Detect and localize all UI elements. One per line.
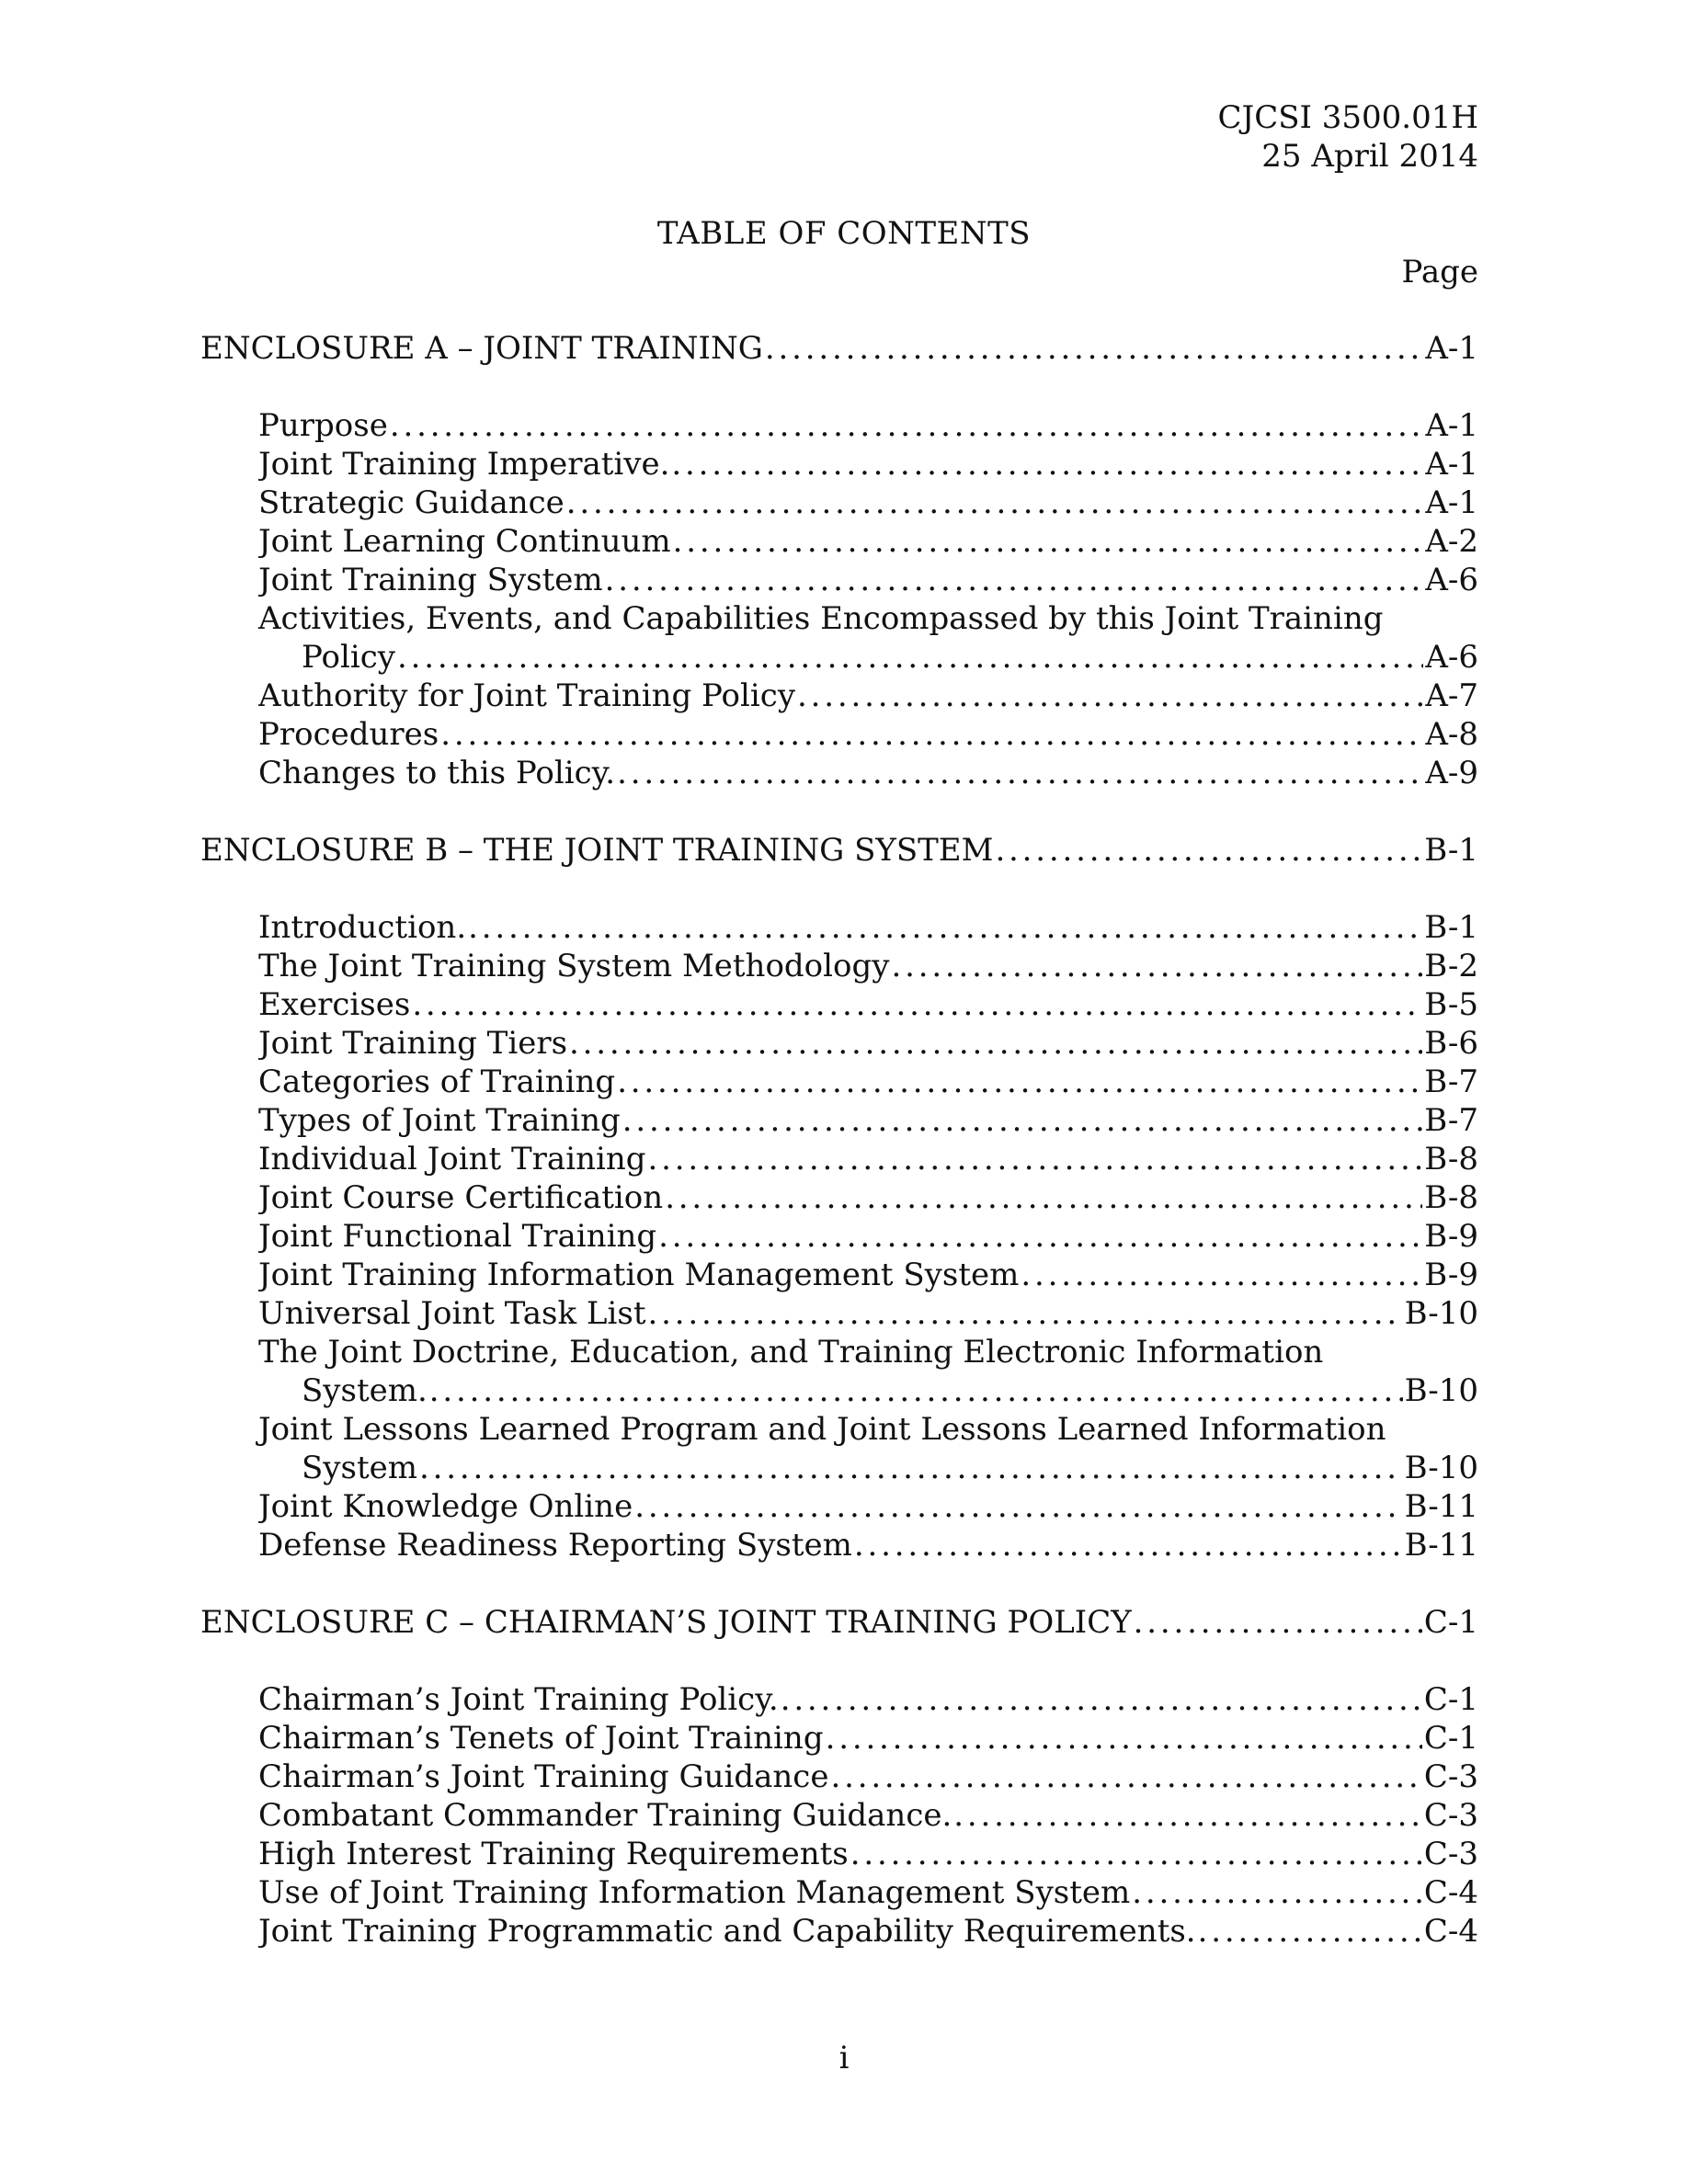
toc-entry-page: C-4	[1423, 1913, 1478, 1950]
toc-entry-page: A-1	[1425, 407, 1478, 444]
spacer	[200, 870, 1478, 908]
toc-entry[interactable]	[258, 1178, 1478, 1217]
toc-entry-text: High Interest Training Requirements	[258, 1836, 849, 1872]
toc-entry-text: Exercises	[258, 986, 411, 1023]
document-date: 25 April 2014	[1261, 138, 1478, 175]
dot-leader	[419, 1449, 1403, 1487]
toc-entry-text: Joint Knowledge Online	[258, 1488, 633, 1525]
toc-entry-page: B-9	[1424, 1218, 1478, 1255]
toc-entry-text: Joint Course Certification	[258, 1179, 664, 1216]
toc-title: TABLE OF CONTENTS	[656, 215, 1032, 252]
toc-entry-text: ENCLOSURE B – THE JOINT TRAINING SYSTEM	[200, 832, 994, 869]
dot-leader	[1132, 1873, 1422, 1912]
dot-leader	[781, 1680, 1422, 1719]
toc-entry-page: C-1	[1423, 1604, 1478, 1641]
toc-entry[interactable]	[258, 1835, 1478, 1873]
toc-entry[interactable]	[258, 1912, 1478, 1951]
dot-leader	[826, 1719, 1422, 1757]
toc-entry-page: A-6	[1425, 562, 1478, 598]
dot-leader	[569, 1024, 1422, 1063]
toc-entry-text: Procedures	[258, 716, 439, 753]
document-id: CJCSI 3500.01H	[1217, 99, 1478, 136]
dot-leader	[665, 1178, 1422, 1217]
spacer	[200, 792, 1478, 831]
toc-entry-text-line: The Joint Doctrine, Education, and Training Electronic Information	[258, 1334, 1324, 1371]
toc-entry-text: Types of Joint Training	[258, 1102, 621, 1139]
toc-entry[interactable]	[258, 1796, 1478, 1835]
dot-leader	[468, 908, 1422, 947]
toc-entry-page: B-7	[1424, 1064, 1478, 1100]
dot-leader	[854, 1526, 1403, 1564]
dot-leader	[605, 561, 1424, 599]
toc-entry-page: C-1	[1423, 1720, 1478, 1757]
page-column-label: Page	[1401, 254, 1478, 290]
dot-leader	[765, 329, 1423, 368]
toc-entry[interactable]	[258, 522, 1478, 561]
dot-leader	[850, 1835, 1422, 1873]
toc-entry[interactable]	[258, 908, 1478, 947]
toc-entry-text: System	[302, 1450, 417, 1486]
dot-leader	[953, 1796, 1422, 1835]
toc-entry[interactable]	[302, 638, 1478, 677]
dot-leader	[634, 1487, 1402, 1526]
toc-entry[interactable]	[258, 406, 1478, 445]
dot-leader	[617, 1063, 1422, 1101]
dot-leader	[440, 715, 1423, 754]
toc-entry-text: Policy	[302, 639, 395, 676]
toc-entry-page: B-11	[1404, 1488, 1478, 1525]
toc-entry-text-line: Joint Lessons Learned Program and Joint Lessons Learned Information	[258, 1411, 1386, 1448]
toc-entry-text: Individual Joint Training	[258, 1141, 646, 1177]
dot-leader	[429, 1371, 1403, 1410]
dot-leader	[412, 985, 1422, 1024]
toc-entry-page: B-1	[1424, 909, 1478, 946]
toc-entry-text: Categories of Training	[258, 1064, 616, 1100]
dot-leader	[891, 947, 1422, 985]
toc-entry[interactable]	[258, 947, 1478, 985]
toc-entry[interactable]	[258, 561, 1478, 599]
toc-entry[interactable]	[258, 1757, 1478, 1796]
toc-entry-text: Chairman’s Tenets of Joint Training	[258, 1720, 824, 1757]
dot-leader	[390, 406, 1423, 445]
toc-entry[interactable]	[258, 1217, 1478, 1256]
table-of-contents	[200, 329, 1478, 1951]
dot-leader	[1134, 1603, 1422, 1642]
toc-entry-page: C-4	[1423, 1874, 1478, 1911]
toc-entry-page: B-5	[1424, 986, 1478, 1023]
toc-entry-text: Joint Training Imperative.	[258, 446, 670, 483]
toc-entry-text: Combatant Commander Training Guidance.	[258, 1797, 952, 1834]
toc-entry[interactable]	[258, 1873, 1478, 1912]
toc-entry-page: C-3	[1423, 1797, 1478, 1834]
toc-entry-text: Strategic Guidance	[258, 484, 565, 521]
dot-leader	[1021, 1256, 1422, 1294]
toc-entry-page: B-10	[1404, 1450, 1478, 1486]
toc-entry-text: ENCLOSURE C – CHAIRMAN’S JOINT TRAINING POLICY	[200, 1604, 1132, 1641]
toc-entry-page: B-2	[1424, 948, 1478, 984]
toc-entry-page: A-2	[1425, 523, 1478, 560]
toc-entry-page: B-9	[1424, 1257, 1478, 1293]
toc-entry-page: A-1	[1425, 484, 1478, 521]
toc-entry-page: A-8	[1425, 716, 1478, 753]
dot-leader	[647, 1294, 1402, 1333]
toc-entry-page: B-1	[1424, 832, 1478, 869]
toc-entry-text: Universal Joint Task List	[258, 1295, 646, 1332]
toc-entry-page: B-10	[1404, 1295, 1478, 1332]
toc-entry[interactable]	[258, 1487, 1478, 1526]
toc-entry-text: Changes to this Policy.	[258, 755, 616, 791]
toc-entry-text: Joint Training System	[258, 562, 603, 598]
toc-entry[interactable]	[258, 1719, 1478, 1757]
toc-entry-page: A-1	[1425, 446, 1478, 483]
dot-leader	[671, 445, 1423, 483]
dot-leader	[622, 1101, 1423, 1140]
toc-entry-text: Joint Learning Continuum	[258, 523, 671, 560]
toc-entry-page: B-8	[1424, 1141, 1478, 1177]
toc-entry-page: C-3	[1423, 1836, 1478, 1872]
toc-entry-text-line: Activities, Events, and Capabilities Encompassed by this Joint Training	[258, 600, 1384, 637]
toc-entry[interactable]	[258, 1294, 1478, 1333]
toc-entry[interactable]	[258, 1024, 1478, 1063]
toc-entry-page: C-3	[1423, 1758, 1478, 1795]
dot-leader	[797, 677, 1423, 715]
toc-enclosure-heading[interactable]	[200, 329, 1478, 368]
dot-leader	[1198, 1912, 1422, 1951]
dot-leader	[566, 483, 1424, 522]
toc-entry-page: B-8	[1424, 1179, 1478, 1216]
toc-entry-page: A-9	[1425, 755, 1478, 791]
dot-leader	[617, 754, 1423, 792]
toc-entry-page: B-11	[1404, 1527, 1478, 1564]
toc-entry[interactable]	[302, 1449, 1478, 1487]
dot-leader	[397, 638, 1423, 677]
toc-entry[interactable]	[258, 1101, 1478, 1140]
toc-entry-text: Defense Readiness Reporting System	[258, 1527, 852, 1564]
toc-entry[interactable]	[258, 445, 1478, 483]
toc-entry-text: Joint Functional Training	[258, 1218, 657, 1255]
toc-entry-text: Purpose	[258, 407, 388, 444]
toc-entry-text: Use of Joint Training Information Management System	[258, 1874, 1131, 1911]
toc-entry-page: A-6	[1425, 639, 1478, 676]
toc-entry[interactable]	[258, 1063, 1478, 1101]
dot-leader	[830, 1757, 1421, 1796]
toc-entry-text: Joint Training Tiers	[258, 1025, 568, 1062]
toc-enclosure-heading[interactable]	[200, 831, 1478, 870]
dot-leader	[995, 831, 1422, 870]
toc-entry-page: B-10	[1404, 1372, 1478, 1409]
toc-entry-page: B-6	[1424, 1025, 1478, 1062]
toc-entry[interactable]	[258, 715, 1478, 754]
page-number: i	[838, 2040, 850, 2076]
toc-entry-text: System.	[302, 1372, 428, 1409]
spacer	[200, 1564, 1478, 1603]
toc-entry-page: B-7	[1424, 1102, 1478, 1139]
toc-entry[interactable]	[258, 483, 1478, 522]
toc-enclosure-heading[interactable]	[200, 1603, 1478, 1642]
toc-entry-text: Joint Training Programmatic and Capability Requirements.	[258, 1913, 1196, 1950]
toc-entry[interactable]	[258, 1526, 1478, 1564]
toc-entry[interactable]	[258, 985, 1478, 1024]
toc-entry-page: A-7	[1425, 677, 1478, 714]
toc-entry[interactable]	[302, 1371, 1478, 1410]
toc-entry-text: Chairman’s Joint Training Policy.	[258, 1681, 779, 1718]
toc-entry-text: Introduction.	[258, 909, 467, 946]
toc-entry[interactable]	[258, 1256, 1478, 1294]
toc-entry[interactable]	[258, 1680, 1478, 1719]
spacer	[200, 1642, 1478, 1680]
toc-entry[interactable]	[258, 677, 1478, 715]
spacer	[200, 368, 1478, 406]
toc-entry-text: The Joint Training System Methodology	[258, 948, 890, 984]
toc-entry-text: ENCLOSURE A – JOINT TRAINING	[200, 330, 763, 367]
toc-entry-text: Authority for Joint Training Policy	[258, 677, 796, 714]
toc-entry[interactable]	[258, 754, 1478, 792]
dot-leader	[648, 1140, 1423, 1178]
dot-leader	[658, 1217, 1422, 1256]
toc-entry-text: Chairman’s Joint Training Guidance	[258, 1758, 829, 1795]
toc-entry[interactable]	[258, 1140, 1478, 1178]
dot-leader	[673, 522, 1424, 561]
toc-entry-text: Joint Training Information Management System	[258, 1257, 1020, 1293]
toc-entry-page: C-1	[1423, 1681, 1478, 1718]
toc-entry-page: A-1	[1425, 330, 1478, 367]
